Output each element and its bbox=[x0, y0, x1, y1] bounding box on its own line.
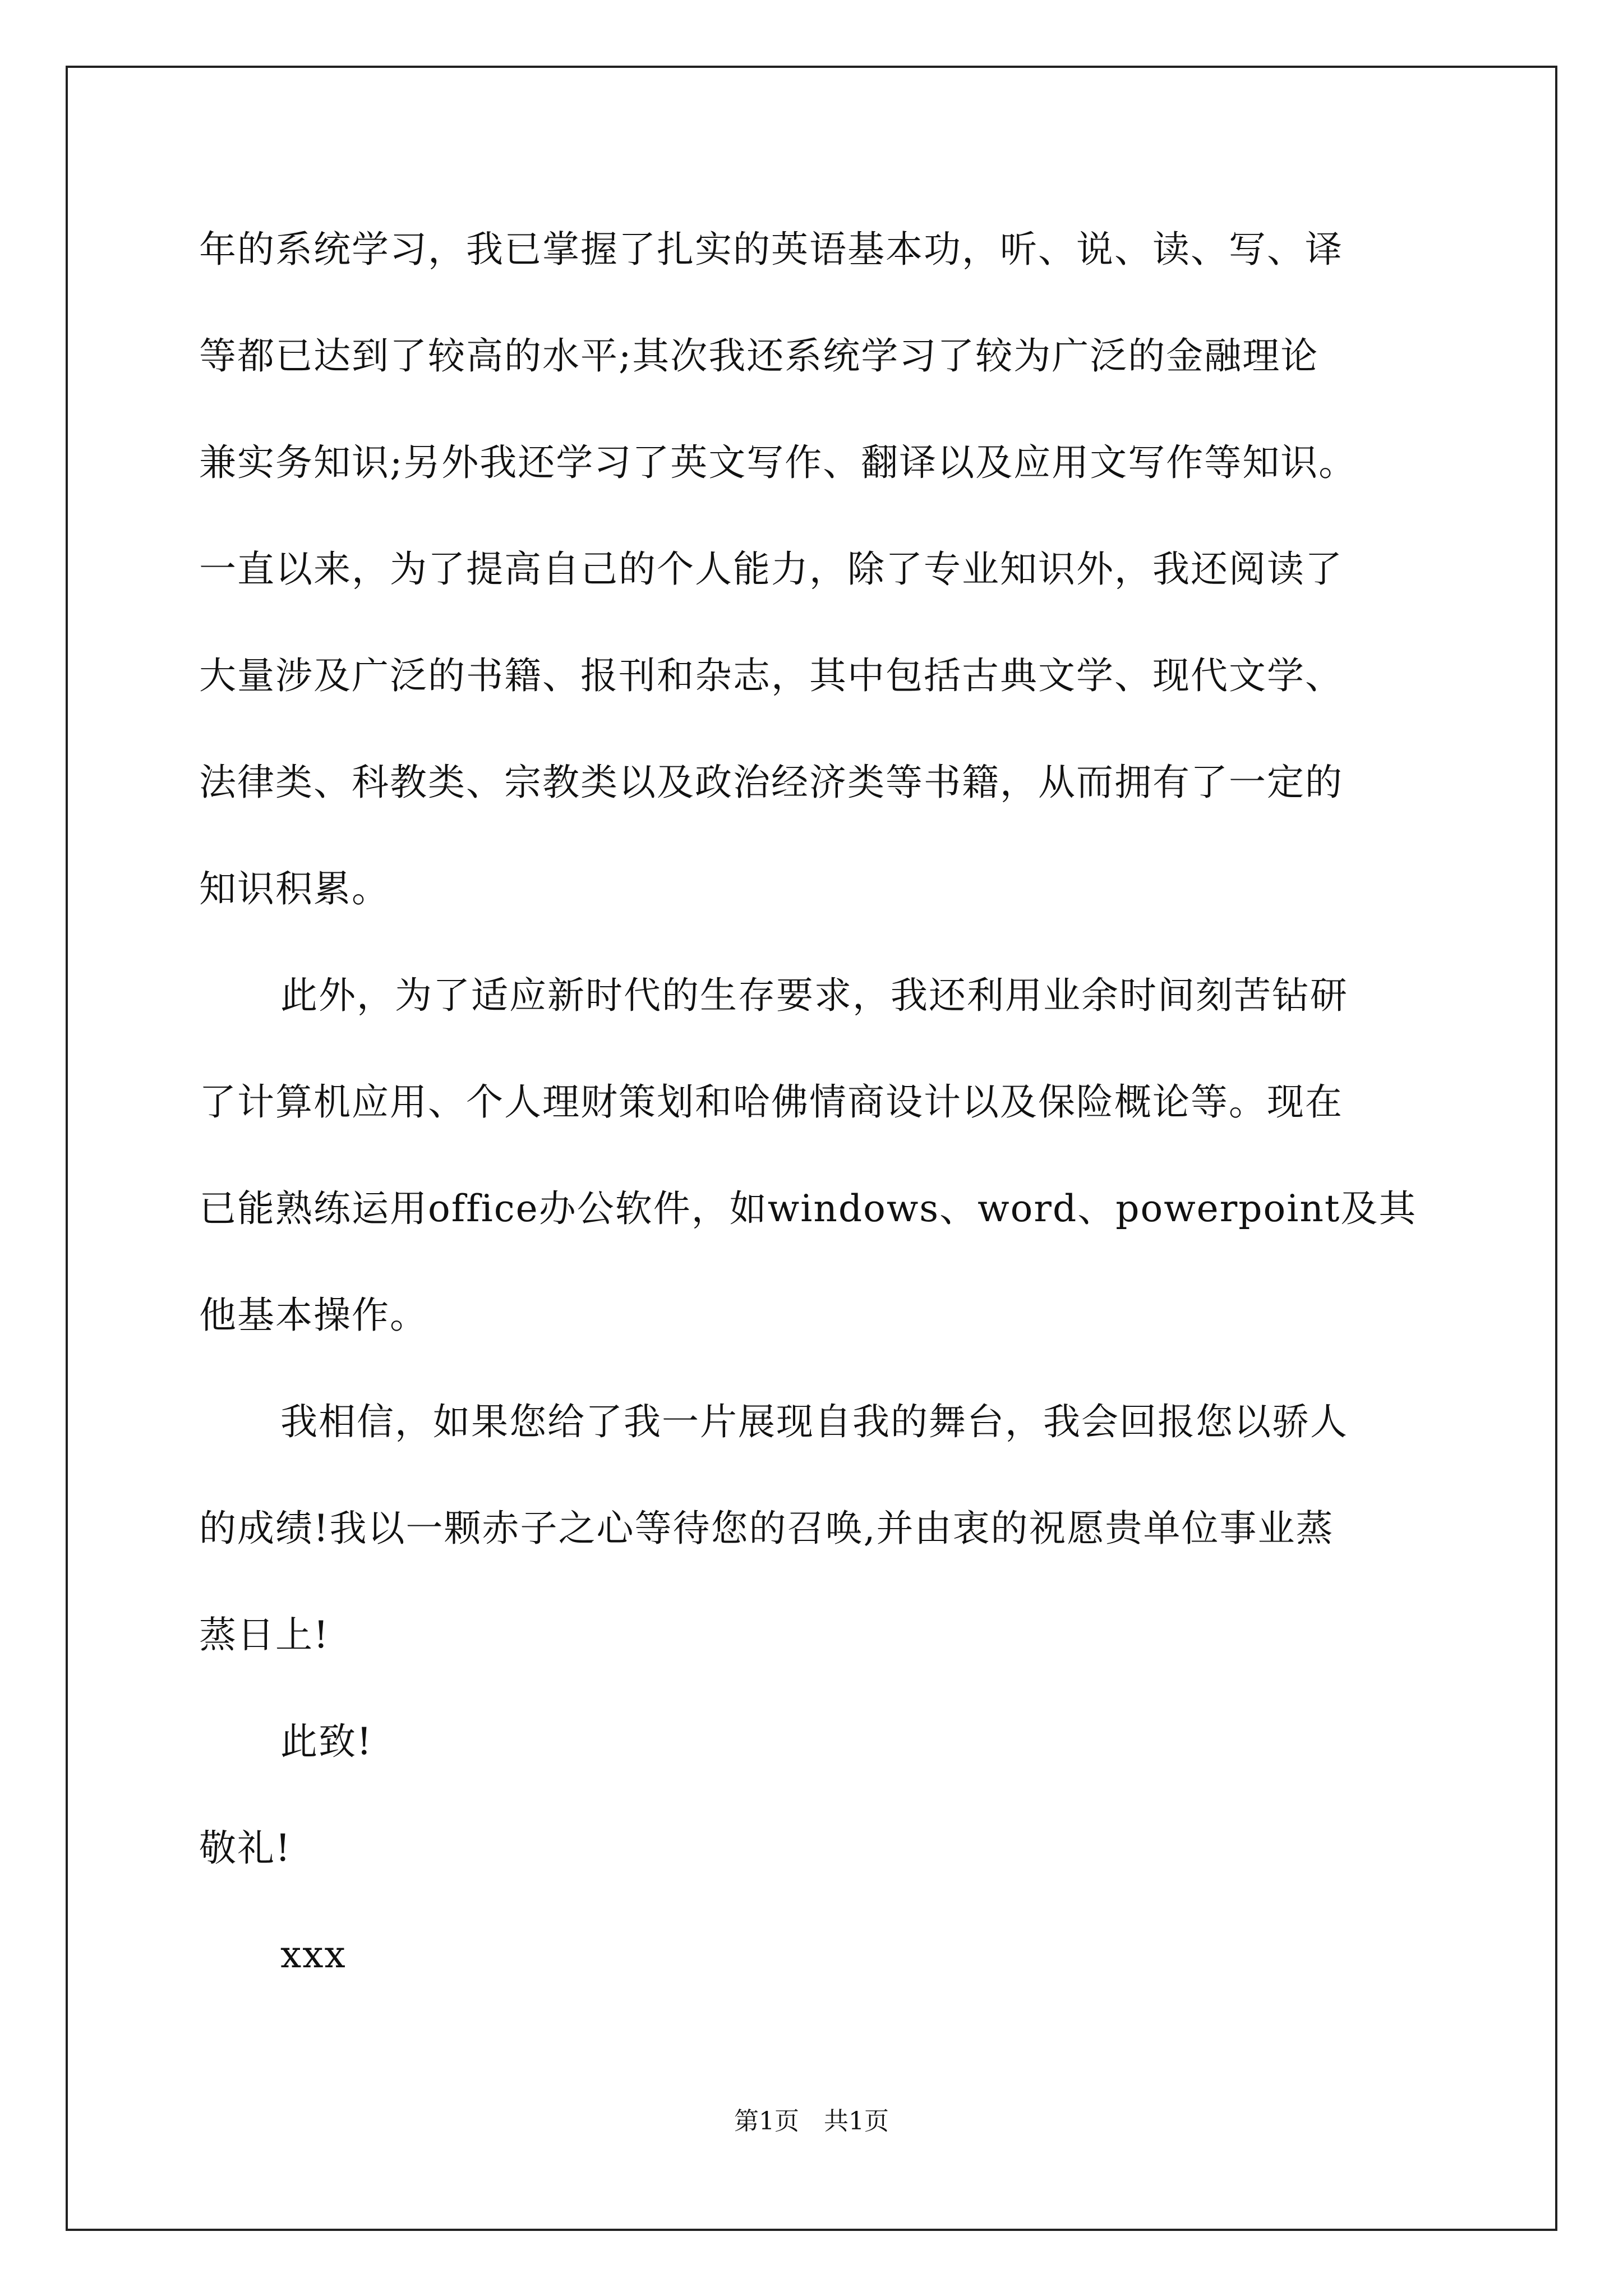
page-border bbox=[66, 66, 1557, 2231]
body-line-13: 的成绩!我以一颗赤子之心等待您的召唤,并由衷的祝愿贵单位事业蒸 bbox=[199, 1507, 1334, 1550]
body-line-14: 蒸日上! bbox=[199, 1613, 330, 1657]
signature-name: xxx bbox=[280, 1933, 347, 1976]
body-line-8: 此外，为了适应新时代的生存要求，我还利用业余时间刻苦钻研 bbox=[280, 974, 1348, 1017]
body-line-9: 了计算机应用、个人理财策划和哈佛情商设计以及保险概论等。现在 bbox=[199, 1080, 1343, 1124]
body-line-10: 已能熟练运用office办公软件，如windows、word、powerpoint及其 bbox=[199, 1187, 1417, 1230]
body-line-3: 兼实务知识;另外我还学习了英文写作、翻译以及应用文写作等知识。 bbox=[199, 441, 1357, 484]
body-line-7: 知识积累。 bbox=[199, 867, 390, 910]
body-line-11: 他基本操作。 bbox=[199, 1294, 428, 1337]
body-line-1: 年的系统学习，我已掌握了扎实的英语基本功，听、说、读、写、译 bbox=[199, 228, 1343, 271]
body-line-4: 一直以来，为了提高自己的个人能力，除了专业知识外，我还阅读了 bbox=[199, 547, 1343, 591]
body-line-12: 我相信，如果您给了我一片展现自我的舞台，我会回报您以骄人 bbox=[280, 1400, 1348, 1443]
body-line-2: 等都已达到了较高的水平;其次我还系统学习了较为广泛的金融理论 bbox=[199, 334, 1319, 378]
body-line-5: 大量涉及广泛的书籍、报刊和杂志，其中包括古典文学、现代文学、 bbox=[199, 654, 1343, 697]
page-footer: 第1页 共1页 bbox=[734, 2107, 889, 2136]
closing-salutation: 此致! bbox=[280, 1720, 373, 1763]
body-line-6: 法律类、科教类、宗教类以及政治经济类等书籍，从而拥有了一定的 bbox=[199, 761, 1343, 804]
closing-regards: 敬礼! bbox=[199, 1826, 292, 1870]
